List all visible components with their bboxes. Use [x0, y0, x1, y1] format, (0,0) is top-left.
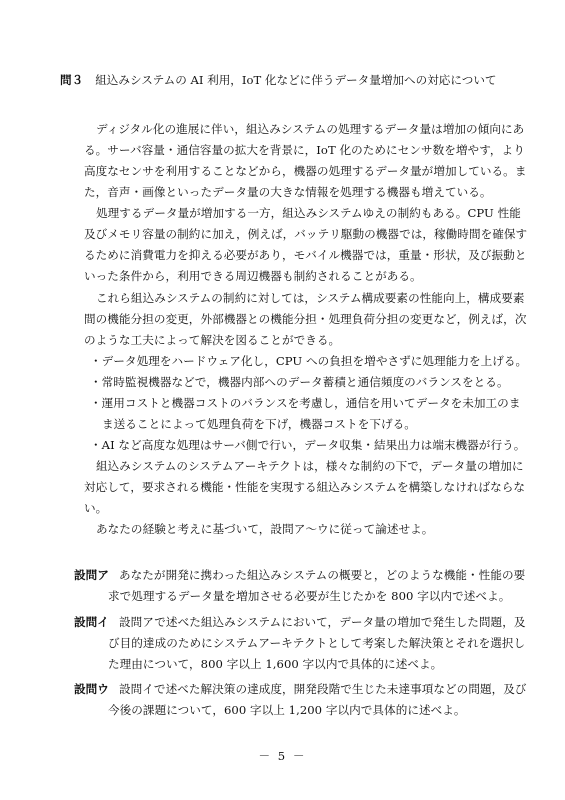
sub-question-label-a: 設問ア	[74, 568, 109, 582]
question-label: 問３	[60, 73, 84, 87]
body-line: る。サーバ容量・通信容量の拡大を背景に，IoT 化のためにセンサ数を増やす，より	[84, 143, 525, 157]
body-line: た，音声・画像といったデータ量の大きな情報を処理する機器も増えている。	[84, 185, 492, 199]
sub-question-line: た理由について，800 字以上 1,600 字以内で具体的に述べよ。	[108, 657, 443, 671]
sub-question-line: び目的達成のためにシステムアーキテクトとして考案した解決策とそれを選択し	[108, 636, 526, 650]
sub-question-label-i: 設問イ	[74, 615, 109, 629]
bullet-item: ・データ処理をハードウェア化し，CPU への負担を増やさずに処理能力を上げる。	[90, 354, 528, 368]
body-line: 間の機能分担の変更，外部機器との機能分担・処理負荷分担の変更など，例えば，次	[84, 312, 527, 326]
bullet-item: ・常時監視機器などで，機器内部へのデータ蓄積と通信頻度のバランスをとる。	[90, 375, 509, 389]
sub-question-line: あなたが開発に携わった組込みシステムの概要と，どのような機能・性能の要	[119, 568, 526, 582]
bullet-item-continuation: ま送ることによって処理負荷を下げ，機器コストを下げる。	[102, 417, 416, 431]
instruction-line: あなたの経験と考えに基づいて，設問ア～ウに従って論述せよ。	[96, 522, 434, 536]
sub-question-label-u: 設問ウ	[74, 682, 109, 696]
bullet-item: ・運用コストと機器コストのバランスを考慮し，通信を用いてデータを未加工のま	[90, 396, 521, 410]
page-number: － 5 －	[258, 749, 307, 763]
question-title: 組込みシステムの AI 利用，IoT 化などに伴うデータ量増加への対応について	[95, 73, 497, 87]
sub-question-line: 設問アで述べた組込みシステムにおいて，データ量の増加で発生した問題，及	[119, 615, 526, 629]
body-line: 高度なセンサを利用することなどから，機器の処理するデータ量が増加している。ま	[84, 164, 527, 178]
body-line: いった条件から，利用できる周辺機器も制約されることがある。	[84, 269, 422, 283]
body-line: 処理するデータ量が増加する一方，組込みシステムゆえの制約もある。CPU 性能	[96, 206, 521, 220]
body-line: のような工夫によって解決を図ることができる。	[84, 333, 341, 347]
question-heading	[60, 72, 497, 88]
body-line: 及びメモリ容量の制約に加え，例えば，バッテリ駆動の機器では，稼働時間を確保す	[84, 227, 528, 241]
body-line: ディジタル化の進展に伴い，組込みシステムの処理するデータ量は増加の傾向にあ	[96, 122, 525, 136]
sub-question-line: 今後の課題について，600 字以上 1,200 字以内で具体的に述べよ。	[108, 703, 466, 717]
sub-question-line: 求で処理するデータ量を増加させる必要が生じたかを 800 字以内で述べよ。	[108, 589, 511, 603]
body-line: い。	[84, 501, 108, 515]
body-line: 組込みシステムのシステムアーキテクトは，様々な制約の下で，データ量の増加に	[96, 459, 524, 473]
body-line: 対応して，要求される機能・性能を実現する組込みシステムを構築しなければならな	[84, 480, 526, 494]
sub-question-line: 設問イで述べた解決策の達成度，開発段階で生じた未達事項などの問題，及び	[119, 682, 527, 696]
bullet-item: ・AI など高度な処理はサーバ側で行い，データ収集・結果出力は端末機器が行う。	[90, 438, 526, 452]
body-line: これら組込みシステムの制約に対しては，システム構成要素の性能向上，構成要素	[96, 291, 525, 305]
body-line: るために消費電力を抑える必要があり，モバイル機器では，重量・形状，及び振動と	[84, 248, 527, 262]
